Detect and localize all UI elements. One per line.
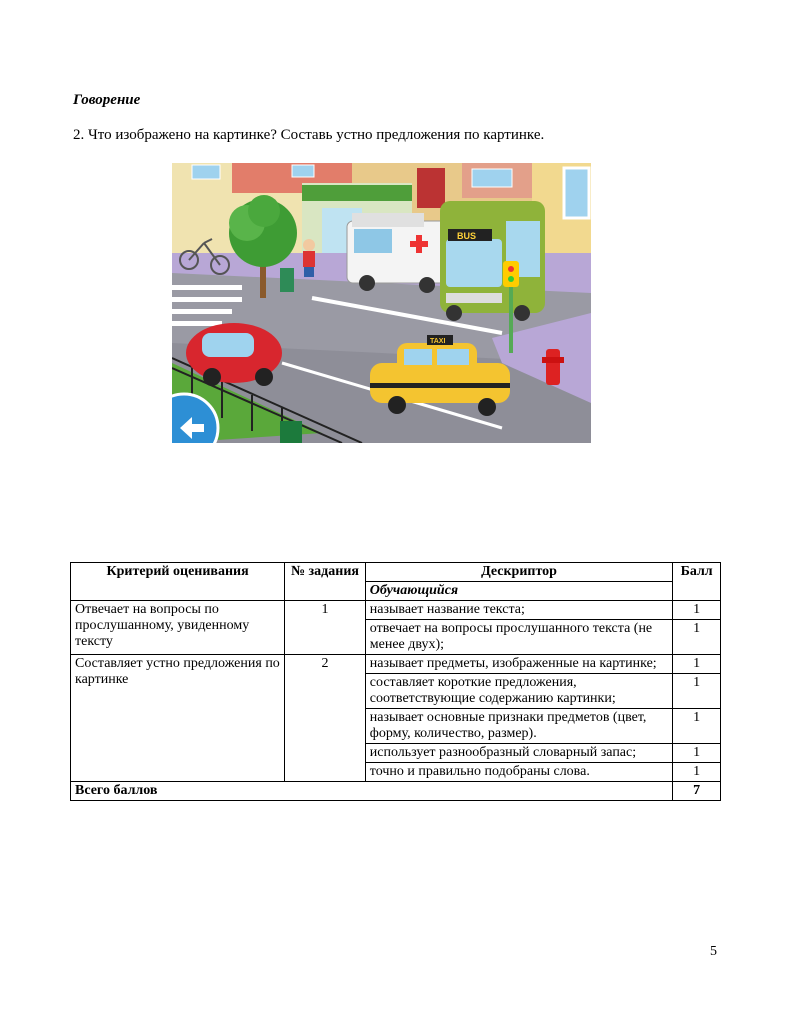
descriptor-cell: составляет короткие предложения, соответствующие содержанию картинки; xyxy=(365,674,673,709)
total-row xyxy=(71,782,721,801)
header-score: Балл xyxy=(673,563,721,601)
descriptor-cell: использует разнообразный словарный запас; xyxy=(365,744,673,763)
header-descriptor: Дескриптор xyxy=(365,563,673,582)
descriptor-cell: называет основные признаки предметов (цвет, форму, количество, размер). xyxy=(365,709,673,744)
traffic-light xyxy=(503,261,519,287)
learner-label: Обучающийся xyxy=(365,582,673,601)
trash-can xyxy=(280,268,294,292)
window xyxy=(192,165,220,179)
window xyxy=(292,165,314,177)
criterion-cell: Составляет устно предложения по картинке xyxy=(71,655,285,782)
score-cell: 1 xyxy=(673,674,721,709)
descriptor-cell: называет предметы, изображенные на картинке; xyxy=(365,655,673,674)
table-header-row xyxy=(71,563,721,582)
descriptor-cell: отвечает на вопросы прослушанного текста (не менее двух); xyxy=(365,620,673,655)
question-text: 2. Что изображено на картинке? Составь устно предложения по картинке. xyxy=(73,127,545,143)
task-no-cell: 2 xyxy=(285,655,366,782)
bus xyxy=(440,201,545,321)
kid-legs xyxy=(304,267,314,277)
traffic-light-pole xyxy=(509,283,513,353)
task-no-cell: 1 xyxy=(285,601,366,655)
kid-head xyxy=(303,239,315,251)
street-illustration xyxy=(172,163,591,443)
score-cell: 1 xyxy=(673,601,721,620)
trash-can-green xyxy=(280,421,302,443)
descriptor-cell: называет название текста; xyxy=(365,601,673,620)
shop-awning xyxy=(302,185,412,201)
assessment-table xyxy=(70,562,721,801)
bus-sign: BUS xyxy=(457,231,477,241)
score-cell: 1 xyxy=(673,655,721,674)
page-number: 5 xyxy=(710,944,717,959)
total-label: Всего баллов xyxy=(71,782,673,801)
descriptor-cell: точно и правильно подобраны слова. xyxy=(365,763,673,782)
tree-crown xyxy=(248,195,280,227)
ambulance xyxy=(347,213,447,293)
score-cell: 1 xyxy=(673,620,721,655)
score-cell: 1 xyxy=(673,763,721,782)
header-criterion: Критерий оценивания xyxy=(71,563,285,601)
criterion-cell: Отвечает на вопросы по прослушанному, увиденному тексту xyxy=(71,601,285,655)
score-cell: 1 xyxy=(673,709,721,744)
window xyxy=(472,169,512,187)
table-row xyxy=(71,601,721,620)
taxi-sign: TAXI xyxy=(430,338,446,345)
score-cell: 1 xyxy=(673,744,721,763)
header-task-no: № задания xyxy=(285,563,366,601)
total-score: 7 xyxy=(673,782,721,801)
fire-hydrant xyxy=(546,349,560,385)
table-row xyxy=(71,655,721,674)
kid-body xyxy=(303,251,315,267)
section-title: Говорение xyxy=(73,92,141,108)
red-door xyxy=(417,168,445,208)
window xyxy=(564,168,589,218)
